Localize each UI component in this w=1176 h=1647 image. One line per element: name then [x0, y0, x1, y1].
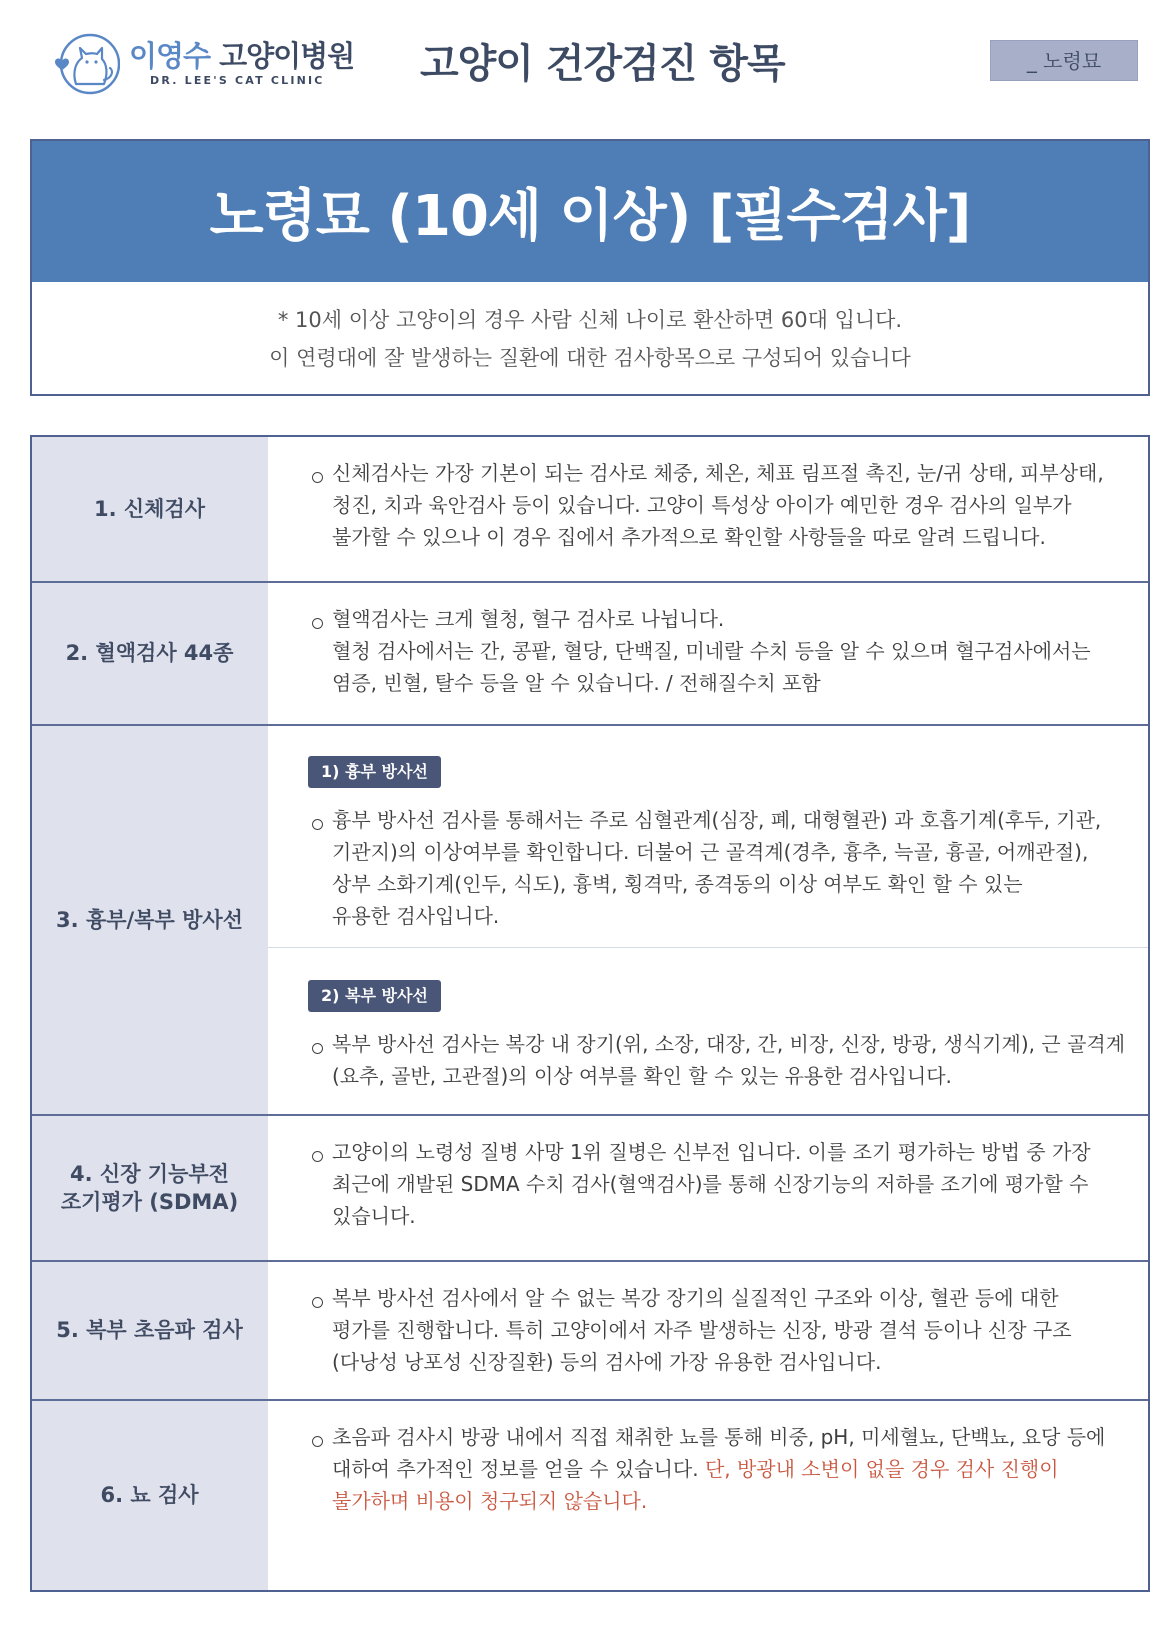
row-label: 1. 신체검사: [93, 496, 206, 521]
banner-header: [32, 141, 1148, 282]
subsection-chest-xray: [268, 726, 1148, 947]
row-content: [268, 726, 1148, 1114]
cat-heart-logo-icon: [46, 28, 120, 96]
row-content: [268, 1116, 1148, 1260]
subsection-chip: 2) 복부 방사선: [308, 980, 441, 1012]
row-description: 흉부 방사선 검사를 통해서는 주로 심혈관계(심장, 폐, 대형혈관) 과 호흡기계(후두, 기관, 기관지)의 이상여부를 확인합니다. 더불어 근 골격계(경추, 흉추, 늑골, 흉골, 어깨관절), 상부 소화기계(인두, 식도), 흉벽, 횡격막, 종격동의 이상 여부도 확인 할 수 있는 유용한 검사입니다.: [332, 808, 1102, 928]
clinic-logo: [46, 26, 355, 96]
banner-note-line: 이 연령대에 잘 발생하는 질환에 대한 검사항목으로 구성되어 있습니다: [269, 346, 911, 370]
row-content: [268, 1262, 1148, 1399]
row-label: 2. 혈액검사 44종: [65, 641, 234, 666]
row-description: 복부 방사선 검사에서 알 수 없는 복강 장기의 실질적인 구조와 이상, 혈관 등에 대한 평가를 진행합니다. 특히 고양이에서 자주 발생하는 신장, 방광 결석 등이나 신장 구조 (다낭성 낭포성 신장질환) 등의 검사에 가장 유용한 검사입니다.: [332, 1286, 1072, 1374]
banner-note: [32, 282, 1148, 394]
warning-text: 불가하며 비용이 청구되지 않습니다.: [332, 1489, 648, 1513]
checkup-items-table: [30, 435, 1150, 1592]
row-label: 5. 복부 초음파 검사: [56, 1318, 243, 1343]
row-description: 혈액검사는 크게 혈청, 혈구 검사로 나뉩니다. 혈청 검사에서는 간, 콩팥, 혈당, 단백질, 미네랄 수치 등을 알 수 있으며 혈구검사에서는 염증, 빈혈, 탈수 등을 알 수 있습니다. / 전해질수치 포함: [332, 607, 1091, 695]
row-label: 3. 흉부/복부 방사선: [56, 907, 243, 932]
section-banner: [30, 139, 1150, 396]
row-description: 복부 방사선 검사는 복강 내 장기(위, 소장, 대장, 간, 비장, 신장, 방광, 생식기계), 근 골격계 (요추, 골반, 고관절)의 이상 여부를 확인 할 수 있는 유용한 검사입니다.: [332, 1032, 1126, 1088]
table-row: [32, 437, 1148, 583]
clinic-english-name: DR. LEE'S CAT CLINIC: [150, 74, 325, 87]
table-row: [32, 1401, 1148, 1590]
row-label: 6. 뇨 검사: [100, 1483, 199, 1508]
row-description: 초음파 검사시 방광 내에서 직접 채취한 뇨를 통해 비중, pH, 미세혈뇨, 단백뇨, 요당 등에 대하여 추가적인 정보를 얻을 수 있습니다. 단, 방광내 소변이 없을 경우 검사 진행이 불가하며 비용이 청구되지 않습니다.: [332, 1421, 1105, 1517]
table-row: [32, 726, 1148, 1116]
warning-text: 단, 방광내 소변이 없을 경우 검사 진행이: [704, 1457, 1059, 1481]
row-content: [268, 1401, 1148, 1590]
banner-note-line: * 10세 이상 고양이의 경우 사람 신체 나이로 환산하면 60대 입니다.: [277, 308, 903, 332]
category-tag: _ 노령묘: [990, 40, 1138, 81]
table-row: [32, 1116, 1148, 1262]
table-row: [32, 583, 1148, 726]
document-title: 고양이 건강검진 항목: [420, 41, 785, 87]
row-content: [268, 437, 1148, 581]
table-row: [32, 1262, 1148, 1401]
row-label: 4. 신장 기능부전 조기평가 (SDMA): [60, 1161, 239, 1214]
subsection-chip: 1) 흉부 방사선: [308, 756, 441, 788]
subsection-abdominal-xray: [268, 948, 1148, 1116]
banner-title: 노령묘 (10세 이상) [필수검사]: [209, 183, 971, 249]
row-content: [268, 583, 1148, 724]
page-header: [0, 0, 1176, 110]
row-description: 고양이의 노령성 질병 사망 1위 질병은 신부전 입니다. 이를 조기 평가하는 방법 중 가장 최근에 개발된 SDMA 수치 검사(혈액검사)를 통해 신장기능의 저하를 조기에 평가할 수 있습니다.: [332, 1140, 1091, 1228]
clinic-name: 이영수 고양이병원: [129, 39, 355, 73]
row-description: 신체검사는 가장 기본이 되는 검사로 체중, 체온, 체표 림프절 촉진, 눈/귀 상태, 피부상태, 청진, 치과 육안검사 등이 있습니다. 고양이 특성상 아이가 예민한 경우 검사의 일부가 불가할 수 있으나 이 경우 집에서 추가적으로 확인할 사항들을 따로 알려 드립니다.: [332, 461, 1104, 549]
